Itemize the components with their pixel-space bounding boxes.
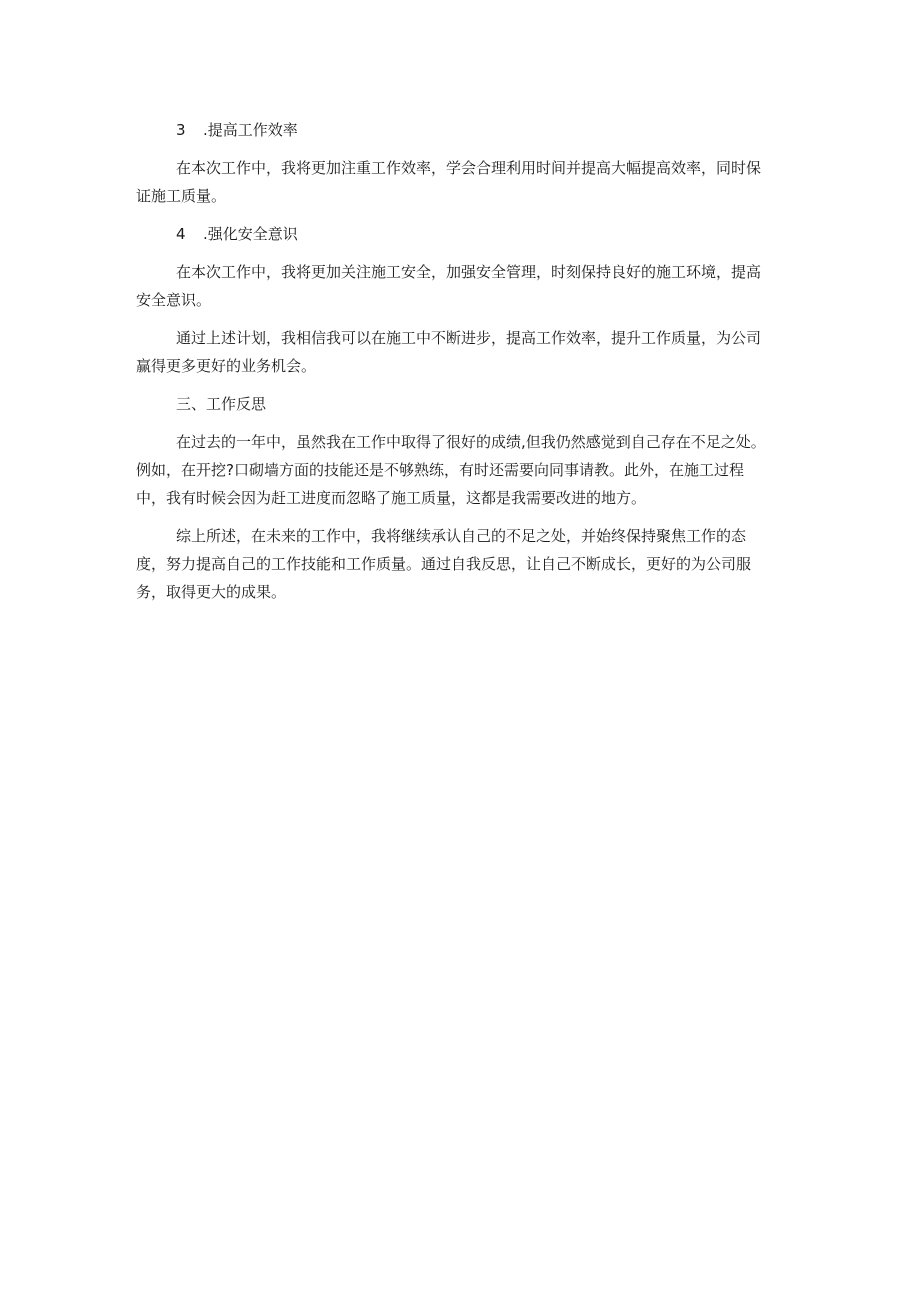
paragraph-line: 在过去的一年中，虽然我在工作中取得了很好的成绩,但我仍然感觉到自己存在不足之处。: [176, 433, 766, 451]
paragraph-line: 通过上述计划，我相信我可以在施工中不断进步，提高工作效率，提升工作质量，为公司: [176, 329, 762, 347]
paragraph-conclusion: [136, 522, 784, 606]
paragraph-line: 中，我有时候会因为赶工进度而忽略了施工质量，这都是我需要改进的地方。: [136, 489, 647, 507]
paragraph-line: 赢得更多更好的业务机会。: [136, 357, 317, 375]
paragraph-line: 度，努力提高自己的工作技能和工作质量。通过自我反思，让自己不断成长，更好的为公司服: [136, 555, 752, 573]
paragraph-line: 在本次工作中，我将更加注重工作效率，学会合理利用时间并提高大幅提高效率，同时保: [176, 159, 762, 177]
section-heading-improve-efficiency: [136, 116, 784, 144]
paragraph-plan-summary: [136, 324, 784, 380]
paragraph-efficiency: [136, 154, 784, 210]
paragraph-line: 安全意识。: [136, 291, 212, 309]
paragraph-line: 在本次工作中，我将更加关注施工安全，加强安全管理，时刻保持良好的施工环境，提高: [176, 263, 762, 281]
heading-title: .强化安全意识: [203, 225, 298, 243]
paragraph-line: 综上所述，在未来的工作中，我将继续承认自己的不足之处，并始终保持聚焦工作的态: [176, 527, 747, 545]
paragraph-line: 务，取得更大的成果。: [136, 583, 287, 601]
heading-number: 3: [176, 121, 186, 139]
heading-number: 4: [176, 225, 186, 243]
paragraph-line: 例如，在开挖?口砌墙方面的技能还是不够熟练，有时还需要向同事请教。此外，在施工过程: [136, 461, 744, 479]
paragraph-line: 证施工质量。: [136, 187, 227, 205]
document-body: [136, 116, 784, 616]
paragraph-safety: [136, 258, 784, 314]
section-heading-work-reflection: [136, 390, 784, 418]
heading-title: 三、工作反思: [176, 395, 267, 413]
paragraph-reflection: [136, 428, 784, 512]
section-heading-safety-awareness: [136, 220, 784, 248]
heading-title: .提高工作效率: [203, 121, 298, 139]
